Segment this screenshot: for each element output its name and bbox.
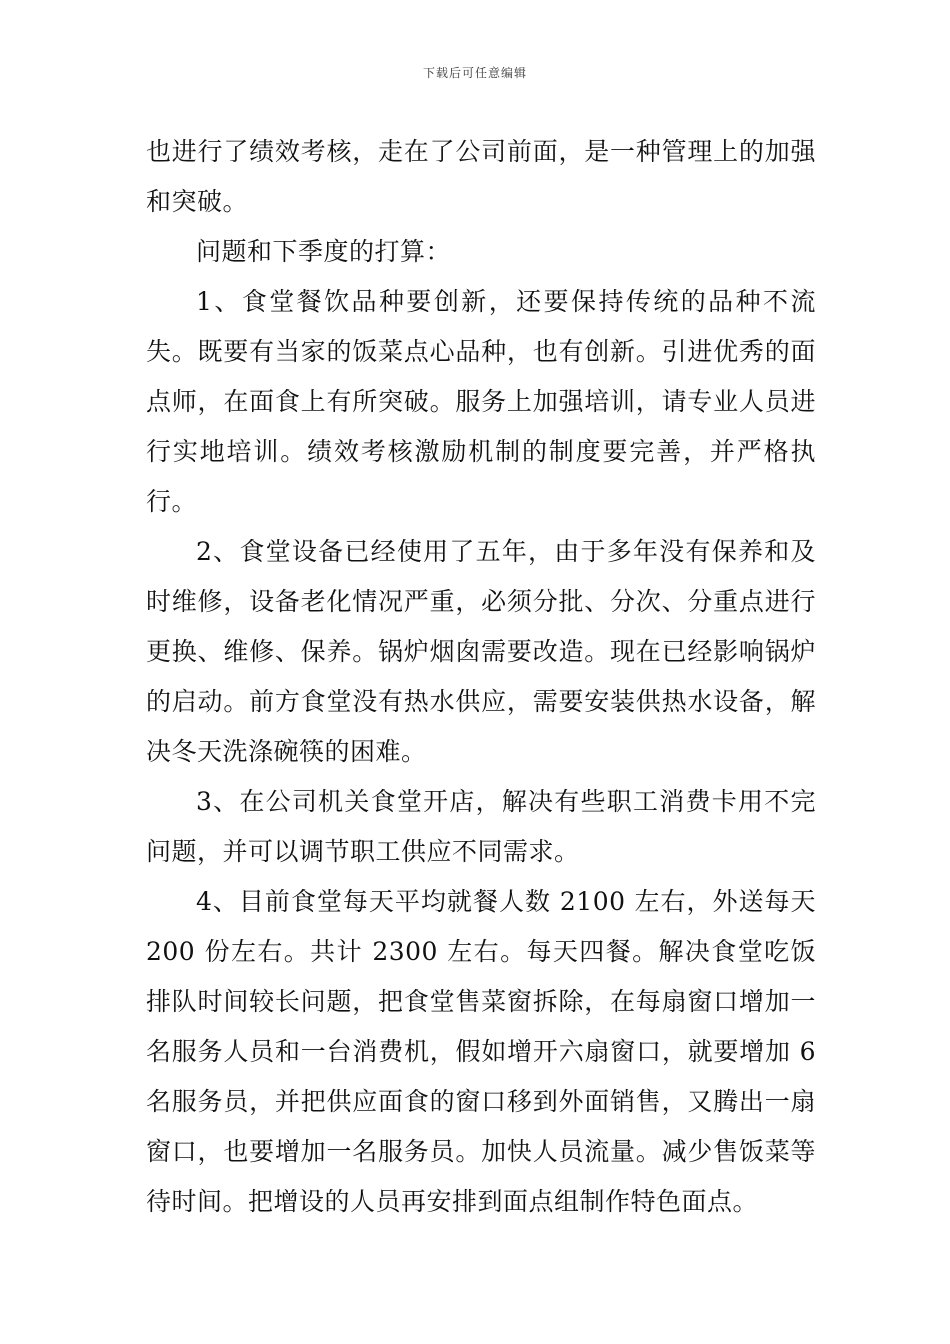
- paragraph-item-3: 3、在公司机关食堂开店，解决有些职工消费卡用不完问题，并可以调节职工供应不同需求。: [146, 787, 816, 866]
- page-header-note: 下载后可任意编辑: [422, 66, 527, 80]
- paragraph-item-4: 4、目前食堂每天平均就餐人数 2100 左右，外送每天 200 份左右。共计 2300 左右。每天四餐。解决食堂吃饭排队时间较长问题，把食堂售菜窗拆除，在每扇窗口增加一名服务人员和一台消费机，假如增开六扇窗口，就要增加 6 名服务员，并把供应面食的窗口移到外面销售，又腾出一扇窗口，也要增加一名服务员。加快人员流量。减少售饭菜等待时间。把增设的人员再安排到面点组制作特色面点。: [146, 887, 816, 1216]
- document-body: [146, 127, 816, 1227]
- paragraph-item-2: 2、食堂设备已经使用了五年，由于多年没有保养和及时维修，设备老化情况严重，必须分批、分次、分重点进行更换、维修、保养。锅炉烟囱需要改造。现在已经影响锅炉的启动。前方食堂没有热水供应，需要安装供热水设备，解决冬天洗涤碗筷的困难。: [146, 537, 816, 766]
- paragraph-item-1: 1、食堂餐饮品种要创新，还要保持传统的品种不流失。既要有当家的饭菜点心品种，也有创新。引进优秀的面点师，在面食上有所突破。服务上加强培训，请专业人员进行实地培训。绩效考核激励机制的制度要完善，并严格执行。: [146, 287, 816, 516]
- paragraph-section-heading: 问题和下季度的打算：: [196, 237, 452, 266]
- paragraph-continuation: 也进行了绩效考核，走在了公司前面，是一种管理上的加强和突破。: [146, 137, 816, 216]
